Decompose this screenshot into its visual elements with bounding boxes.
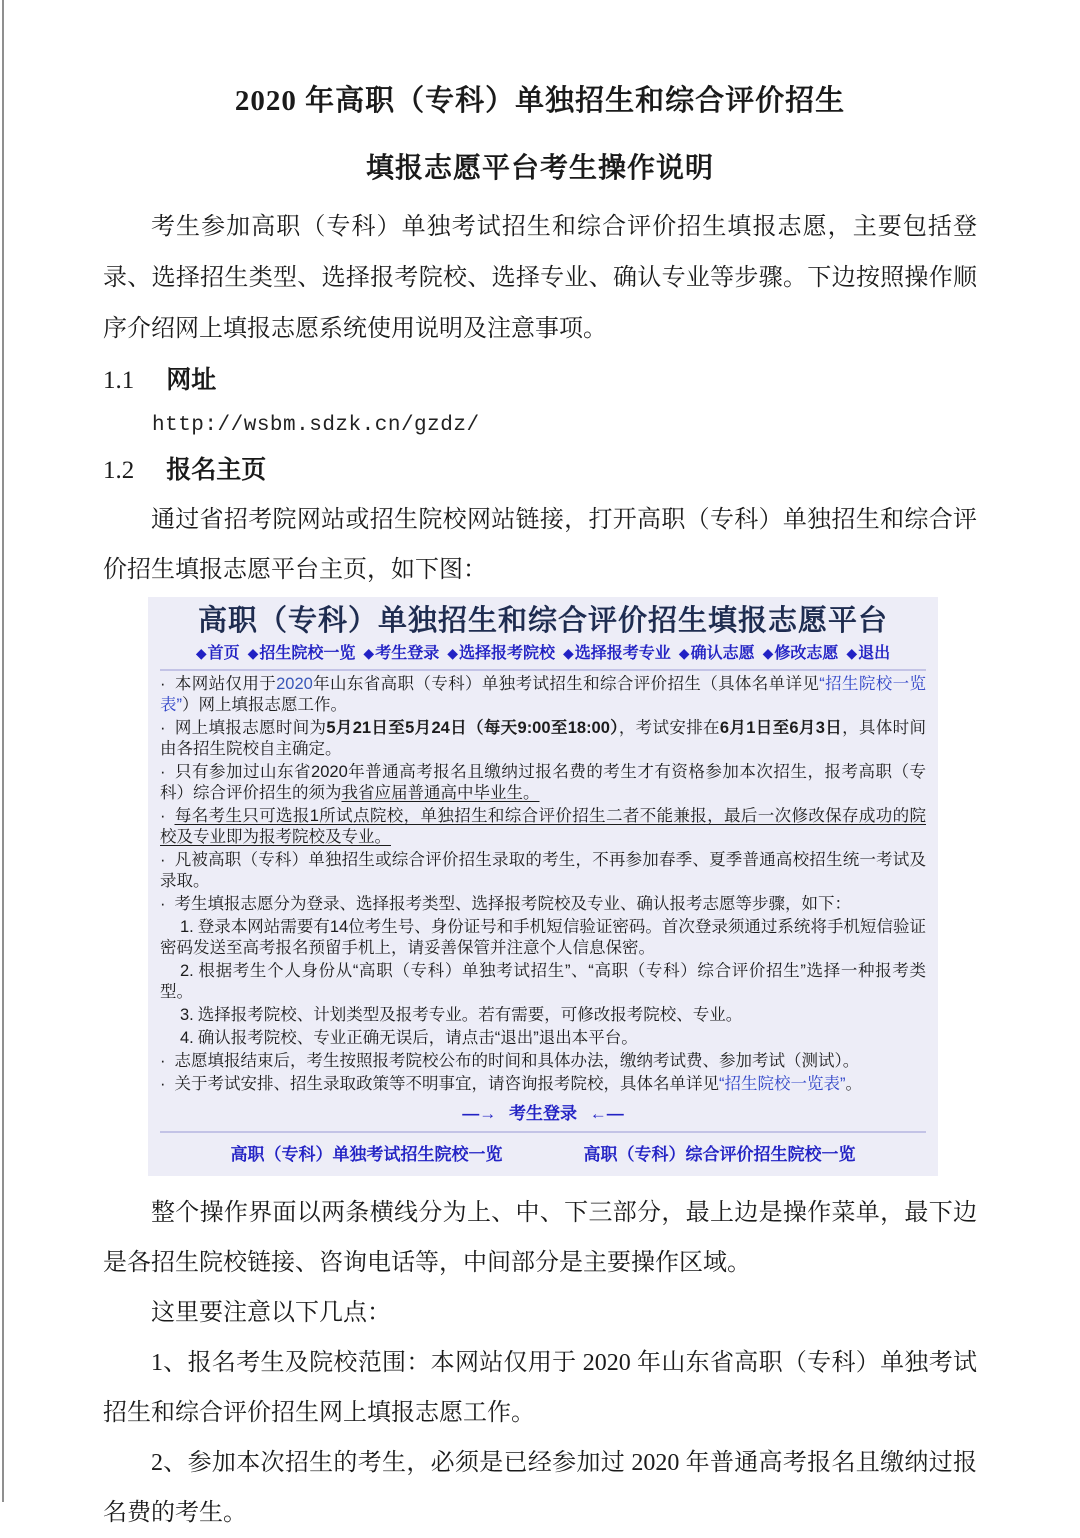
section-heading-1-2 — [103, 453, 977, 489]
platform-title: 高职（专科）单独招生和综合评价招生填报志愿平台 — [197, 605, 888, 637]
diamond-icon: ◆ — [447, 645, 458, 661]
item-text: ，具体时间由各招生院校自主确定。 — [160, 719, 926, 758]
item-number: 2. — [180, 962, 194, 980]
shot-nav-link-7[interactable] — [763, 645, 839, 662]
doc-title-line1: 2020 年高职（专科）单独招生和综合评价招生 — [234, 85, 846, 117]
bullet-dot-icon: · — [160, 895, 166, 913]
page-left-border — [2, 0, 4, 1502]
item-text: 5月21日至5月24日（每天9:00至18:00） — [326, 719, 619, 737]
shot-nav-link-label: 首页 — [207, 645, 240, 662]
item-text: 确认报考院校、专业正确无误后，请点击“退出”退出本平台。 — [197, 1029, 638, 1047]
section-title: 报名主页 — [166, 457, 267, 484]
shot-nav-link-1[interactable] — [196, 645, 240, 662]
shot-bullet-item — [160, 894, 926, 915]
diamond-icon: ◆ — [363, 645, 375, 661]
diamond-icon: ◆ — [678, 645, 690, 661]
bullet-dot-icon: · — [160, 763, 166, 781]
doc-title-line2: 填报志愿平台考生操作说明 — [365, 153, 714, 184]
shot-bullet-list — [160, 674, 926, 1095]
item-text: 我省应届普通高中毕业生。 — [341, 784, 540, 802]
item-text: 网上填报志愿时间为 — [174, 719, 327, 737]
shot-numbered-item — [160, 1005, 926, 1026]
closing-paragraph-4: 2、参加本次招生的考生，必须是已经参加过 2020 年普通高考报名且缴纳过报名费的考生。 — [103, 1450, 977, 1526]
item-text: 选择报考院校、计划类型及报考专业。若有需要，可修改报考院校、专业。 — [197, 1006, 743, 1024]
arrow-right-icon: —→ — [462, 1104, 497, 1123]
shot-nav — [160, 641, 926, 666]
bullet-dot-icon: · — [160, 807, 166, 825]
shot-nav-link-label: 确认志愿 — [690, 645, 755, 662]
item-number: 3. — [180, 1006, 194, 1024]
arrow-left-icon: ←— — [589, 1104, 624, 1123]
shot-nav-link-5[interactable] — [563, 645, 671, 662]
top-divider — [160, 669, 926, 671]
shot-nav-link-8[interactable] — [846, 645, 890, 662]
shot-nav-link-label: 退出 — [858, 645, 891, 662]
login-row — [160, 1102, 926, 1126]
shot-footer-link-2[interactable]: 高职（专科）综合评价招生院校一览 — [583, 1145, 856, 1164]
shot-nav-link-6[interactable] — [679, 645, 755, 662]
bullet-dot-icon: · — [160, 675, 166, 693]
shot-nav-link-2[interactable] — [248, 645, 356, 662]
shot-nav-link-label: 选择报考院校 — [458, 645, 555, 662]
candidate-login-link[interactable]: 考生登录 — [509, 1104, 577, 1123]
shot-numbered-item — [160, 961, 926, 1003]
closing-paragraph-2: 这里要注意以下几点： — [151, 1300, 391, 1326]
section-heading-1-1 — [103, 363, 977, 399]
closing-paragraph-1: 整个操作界面以两条横线分为上、中、下三部分，最上边是操作菜单，最下边是各招生院校链接、咨询电话等，中间部分是主要操作区域。 — [103, 1200, 977, 1276]
item-text: 。 — [845, 1075, 862, 1093]
item-text: 每名考生只可选报1所试点院校，单独招生和综合评价招生二者不能兼报，最后一次修改保存成功的院校及专业即为报考院校及专业。 — [160, 807, 926, 846]
shot-bullet-item — [160, 674, 926, 716]
item-text: 志愿填报结束后，考生按照报考院校公布的时间和具体办法，缴纳考试费、参加考试（测试）。 — [174, 1052, 860, 1070]
shot-nav-link-label: 修改志愿 — [774, 645, 839, 662]
section-number: 1.2 — [103, 457, 135, 484]
item-text: 只有参加过山东省2020年普通高考报名且缴纳过报名费的考生才有资格参加本次招生，报考高职（专科）综合评价招生的须为 — [160, 763, 926, 802]
diamond-icon: ◆ — [247, 645, 259, 661]
shot-bullet-item — [160, 850, 926, 892]
item-number: 1. — [180, 918, 194, 936]
bullet-dot-icon: · — [160, 851, 166, 869]
platform-screenshot — [148, 597, 938, 1176]
shot-numbered-item — [160, 917, 926, 959]
diamond-icon: ◆ — [846, 645, 858, 661]
shot-bullet-item — [160, 806, 926, 848]
shot-inline-link[interactable]: “招生院校一览表” — [160, 675, 927, 714]
diamond-icon: ◆ — [762, 645, 774, 661]
bullet-dot-icon: · — [160, 1052, 166, 1070]
item-text: 根据考生个人身份从“高职（专科）单独考试招生”、“高职（专科）综合评价招生”选择一种报考类型。 — [160, 962, 926, 1001]
item-text: ，考试安排在 — [618, 719, 720, 737]
shot-bullet-item — [160, 1074, 926, 1095]
shot-bullet-item — [160, 1051, 926, 1072]
shot-bullet-item — [160, 718, 926, 760]
item-number: 4. — [180, 1029, 194, 1047]
item-text: 年山东省高职（专科）单独考试招生和综合评价招生（具体名单详见 — [312, 675, 820, 693]
shot-nav-link-label: 考生登录 — [375, 645, 440, 662]
section-title: 网址 — [166, 367, 217, 394]
shot-nav-link-4[interactable] — [447, 645, 555, 662]
bullet-dot-icon: · — [160, 719, 166, 737]
item-text: 6月1日至6月3日 — [719, 719, 843, 737]
shot-bullet-item — [160, 762, 926, 804]
shot-footer — [160, 1133, 926, 1176]
intro-paragraph: 考生参加高职（专科）单独考试招生和综合评价招生填报志愿，主要包括登录、选择招生类型、选择报考院校、选择专业、确认专业等步骤。下边按照操作顺序介绍网上填报志愿系统使用说明及注意事项。 — [103, 214, 977, 342]
section-number: 1.1 — [103, 367, 135, 394]
item-text: ）网上填报志愿工作。 — [182, 696, 347, 714]
item-text: 2020 — [276, 675, 313, 693]
shot-nav-link-label: 选择报考专业 — [574, 645, 671, 662]
diamond-icon: ◆ — [563, 645, 574, 661]
bullet-dot-icon: · — [160, 1075, 166, 1093]
closing-paragraphs — [103, 1188, 977, 1538]
closing-paragraph-3: 1、报名考生及院校范围：本网站仅用于 2020 年山东省高职（专科）单独考试招生和综合评价招生网上填报志愿工作。 — [103, 1350, 977, 1426]
item-text: 考生填报志愿分为登录、选择报考类型、选择报考院校及专业、确认报考志愿等步骤，如下： — [174, 895, 851, 913]
shot-footer-link-1[interactable]: 高职（专科）单独考试招生院校一览 — [230, 1145, 503, 1164]
shot-nav-link-3[interactable] — [363, 645, 439, 662]
shot-inline-link[interactable]: “招生院校一览表” — [719, 1075, 846, 1093]
diamond-icon: ◆ — [195, 645, 207, 661]
item-text: 登录本网站需要有14位考生号、身份证号和手机短信验证密码。首次登录须通过系统将手机短信验证密码发送至高考报名预留手机上，请妥善保管并注意个人信息保密。 — [160, 918, 926, 957]
shot-numbered-item — [160, 1028, 926, 1049]
item-text: 关于考试安排、招生录取政策等不明事宜，请咨询报考院校，具体名单详见 — [174, 1075, 719, 1093]
section-1-2-paragraph: 通过省招考院网站或招生院校网站链接，打开高职（专科）单独招生和综合评价招生填报志愿平台主页，如下图： — [103, 507, 977, 583]
shot-nav-link-label: 招生院校一览 — [259, 645, 356, 662]
platform-url: http://wsbm.sdzk.cn/gzdz/ — [152, 414, 480, 437]
item-text: 凡被高职（专科）单独招生或综合评价招生录取的考生，不再参加春季、夏季普通高校招生统一考试及录取。 — [160, 851, 926, 890]
item-text: 本网站仅用于 — [174, 675, 277, 693]
